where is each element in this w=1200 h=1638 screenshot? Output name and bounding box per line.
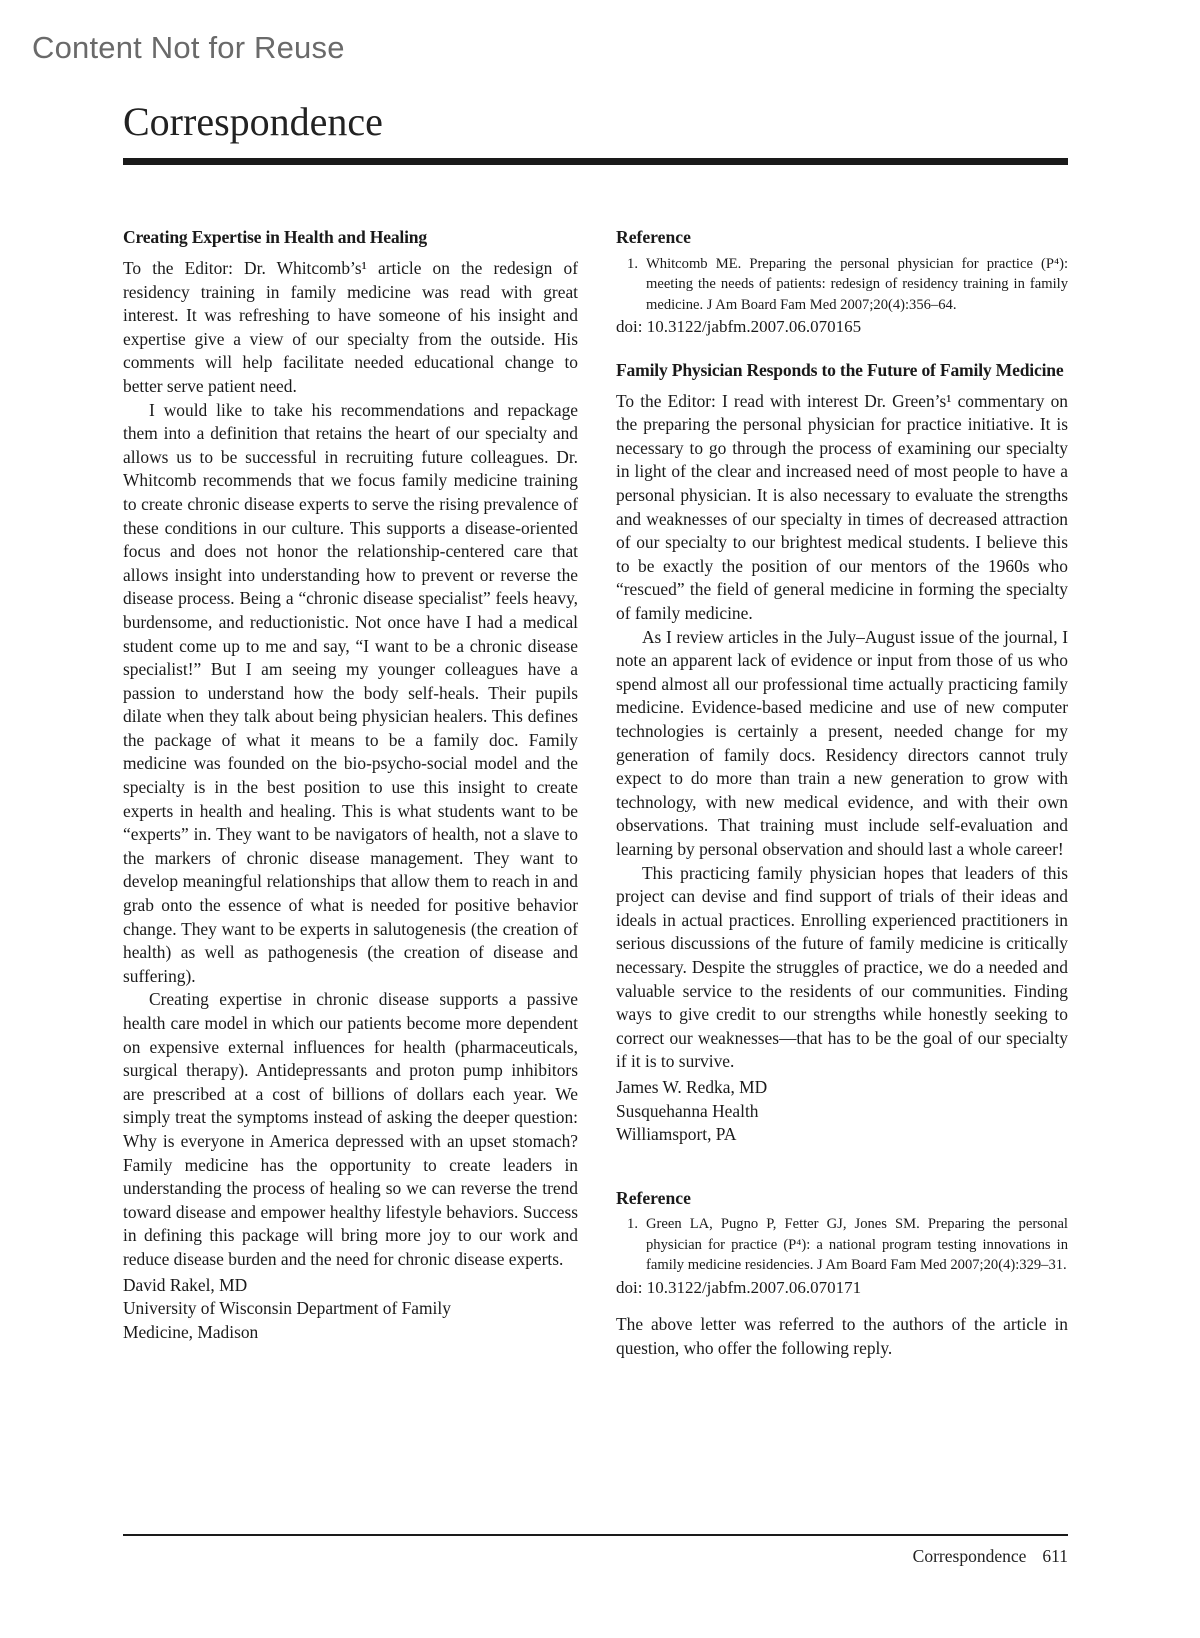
letter-2-title: Family Physician Responds to the Future of Family Medicine — [616, 359, 1064, 380]
left-column — [123, 226, 578, 1344]
reference-number: 1. — [627, 255, 638, 272]
letter-1-paragraph-2: I would like to take his recommendations and repackage them into a definition that retains the heart of our specialty and allows us to be successful in recruiting future colleagues. Dr. Whitcomb recommends that we focus family medicine training to create chronic disease experts to serve the rising prevalence of these conditions in our culture. This supports a disease-oriented focus and does not honor the relationship-centered care that allows insight into understanding how to prevent or reverse the disease process. Being a “chronic disease specialist” feels heavy, burdensome, and reductionistic. Not once have I had a medical student come up to me and say, “I want to be a chronic disease specialist!” But I am seeing my younger colleagues have a passion to understand how the body self-heals. Their pupils dilate when they talk about being physician healers. This defines the package of what it means to be a family doc. Family medicine was founded on the bio-psycho-social model and the specialty is in the best position to use this insight to create experts in health and healing. This is what students want to be “experts” in. They want to be navigators of health, not a slave to the markers of chronic disease management. They want to develop meaningful relationships that allow them to reach in and grab onto the essence of what is needed for positive behavior change. They want to be experts in salutogenesis (the creation of health) as well as pathogenesis (the creation of disease and suffering). — [123, 399, 578, 986]
letter-1-affiliation-line-2: Medicine, Madison — [123, 1321, 259, 1342]
page-footer — [913, 1546, 1068, 1567]
reference-text: Green LA, Pugno P, Fetter GJ, Jones SM. Preparing the personal physician for practice (P⁴): a national program testing innovations in family medicine residencies. J Am Board Fam Med 2007;20(4):329–31. — [646, 1216, 1068, 1274]
letter-2-author: James W. Redka, MD — [616, 1076, 768, 1097]
watermark: Content Not for Reuse — [32, 30, 345, 65]
letter-2-affiliation-line-1: Susquehanna Health — [616, 1100, 759, 1121]
footer-rule — [123, 1534, 1068, 1536]
page-number: 611 — [1042, 1546, 1068, 1566]
letter-2-reference-list — [616, 1214, 1068, 1276]
letter-1-title: Creating Expertise in Health and Healing — [123, 227, 427, 247]
section-title: Correspondence — [123, 99, 383, 144]
letter-2-paragraph-3: This practicing family physician hopes that leaders of this project can devise and find support of trials of their ideas and ideals in actual practices. Enrolling experienced practitioners in serious discussions of the future of family medicine is critically necessary. Despite the struggles of practice, we do a needed and valuable service to the residents of our communities. Finding ways to give credit to our strengths while honestly seeking to correct our weaknesses—that has to be the goal of our specialty if it is to survive. — [616, 862, 1068, 1072]
letter-1-reference-list — [616, 254, 1068, 316]
referral-note: The above letter was referred to the authors of the article in question, who offer the following reply. — [616, 1314, 1068, 1358]
letter-2-signature — [616, 1076, 1068, 1147]
letter-2-paragraph-1: To the Editor: I read with interest Dr. Green’s¹ commentary on the preparing the personal physician for practice initiative. It is necessary to go through the process of examining our specialty in light of the clear and increased need of most people to have a personal physician. It is also necessary to evaluate the strengths and weaknesses of our specialty in times of decreased attraction of our specialty to our brightest medical students. I believe this to be exactly the position of our mentors of the 1960s who “rescued” the field of general medicine in forming the specialty of family medicine. — [616, 390, 1068, 624]
reference-item — [616, 1214, 1068, 1276]
letter-1-signature — [123, 1274, 578, 1345]
letter-2 — [616, 359, 1068, 1147]
letter-2-references — [616, 1187, 1068, 1361]
letter-2-affiliation-line-2: Williamsport, PA — [616, 1124, 737, 1145]
letter-1-doi: doi: 10.3122/jabfm.2007.06.070165 — [616, 317, 862, 337]
letter-1-author: David Rakel, MD — [123, 1274, 248, 1295]
letter-1-references — [616, 226, 1068, 339]
letter-1-paragraph-3: Creating expertise in chronic disease supports a passive health care model in which our patients become more dependent on expensive external influences for health (pharmaceuticals, surgical therapy). Antidepressants and proton pump inhibitors are prescribed at a cost of billions of dollars each year. We simply treat the symptoms instead of asking the deeper question: Why is everyone in America depressed with an upset stomach? Family medicine has the opportunity to create leaders in understanding the process of healing so we can reverse the trend toward disease and empower healthy lifestyle behaviors. Success in defining this package will bring more joy to our work and reduce disease burden and the need for chronic disease experts. — [123, 989, 578, 1269]
reference-text: Whitcomb ME. Preparing the personal physician for practice (P⁴): meeting the needs of patients: redesign of residency training in family medicine. J Am Board Fam Med 2007;20(4):356–64. — [646, 255, 1068, 313]
right-column — [616, 226, 1068, 1361]
letter-1-reference-heading: Reference — [616, 227, 691, 247]
reference-item — [616, 254, 1068, 316]
letter-1-paragraph-1: To the Editor: Dr. Whitcomb’s¹ article on the redesign of residency training in family medicine was read with great interest. It was refreshing to have someone of his insight and expertise give a view of our specialty from the outside. His comments will help facilitate needed educational change to better serve patient need. — [123, 258, 578, 396]
reference-number: 1. — [627, 1216, 638, 1233]
letter-2-reference-heading: Reference — [616, 1187, 691, 1208]
letter-1-affiliation-line-1: University of Wisconsin Department of Family — [123, 1298, 451, 1319]
letter-2-doi: doi: 10.3122/jabfm.2007.06.070171 — [616, 1277, 862, 1297]
footer-section: Correspondence — [912, 1546, 1027, 1566]
header-rule — [123, 158, 1068, 165]
letter-2-paragraph-2: As I review articles in the July–August issue of the journal, I note an apparent lack of evidence or input from those of us who spend almost all our professional time actually practicing family medicine. Evidence-based medicine and use of new computer technologies is certainly a present, needed change for my generation of family docs. Residency directors cannot truly expect to do more than train a new generation to grow with technology, with new medical evidence, and with their own observations. That training must include self-evaluation and learning by personal observation and should last a whole career! — [616, 626, 1068, 859]
